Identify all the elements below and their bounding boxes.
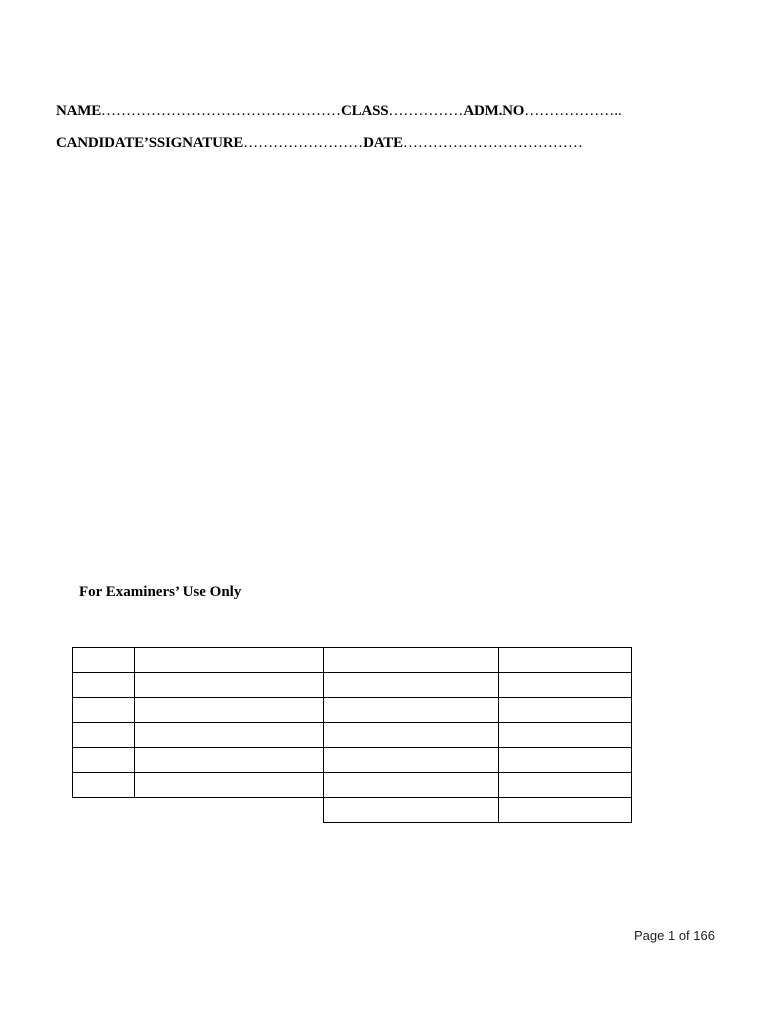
adm-no-field: ……………….. — [524, 103, 622, 119]
table-cell — [499, 648, 632, 673]
table-cell — [499, 773, 632, 798]
page-number: Page 1 of 166 — [634, 928, 715, 943]
table-cell — [135, 648, 324, 673]
table-cell — [73, 648, 135, 673]
table-cell — [324, 673, 499, 698]
table-row — [73, 648, 632, 673]
table-cell — [135, 673, 324, 698]
empty-cell — [135, 798, 324, 823]
table-cell — [135, 773, 324, 798]
table-row — [73, 773, 632, 798]
total-row — [73, 798, 632, 823]
table-row — [73, 748, 632, 773]
table-cell — [73, 698, 135, 723]
table-cell — [499, 748, 632, 773]
name-field: ………………………………………… — [101, 103, 342, 119]
candidate-details-line — [56, 103, 622, 120]
table-row — [73, 723, 632, 748]
total-label-cell — [324, 798, 499, 823]
examiners-marks-table — [72, 647, 632, 823]
table-row — [73, 673, 632, 698]
table-cell — [73, 673, 135, 698]
date-field: ……………………………… — [402, 135, 583, 151]
signature-label: CANDIDATE’SSIGNATURE — [56, 135, 244, 151]
table-cell — [324, 698, 499, 723]
table-row — [73, 698, 632, 723]
empty-cell — [73, 798, 135, 823]
table-cell — [324, 723, 499, 748]
name-label: NAME — [56, 103, 102, 119]
table-cell — [499, 698, 632, 723]
table-cell — [324, 648, 499, 673]
examiners-heading: For Examiners’ Use Only — [79, 584, 242, 600]
table-cell — [73, 748, 135, 773]
signature-field: …………………… — [243, 135, 364, 151]
table-cell — [324, 748, 499, 773]
table-cell — [73, 723, 135, 748]
table-cell — [324, 773, 499, 798]
date-label: DATE — [363, 135, 403, 151]
table-cell — [135, 698, 324, 723]
table-cell — [135, 748, 324, 773]
table-cell — [135, 723, 324, 748]
total-score-cell — [499, 798, 632, 823]
table-cell — [499, 723, 632, 748]
class-field: …………… — [388, 103, 464, 119]
signature-date-line — [56, 135, 583, 152]
adm-no-label: ADM.NO — [463, 103, 525, 119]
table-cell — [499, 673, 632, 698]
table-cell — [73, 773, 135, 798]
class-label: CLASS — [341, 103, 389, 119]
